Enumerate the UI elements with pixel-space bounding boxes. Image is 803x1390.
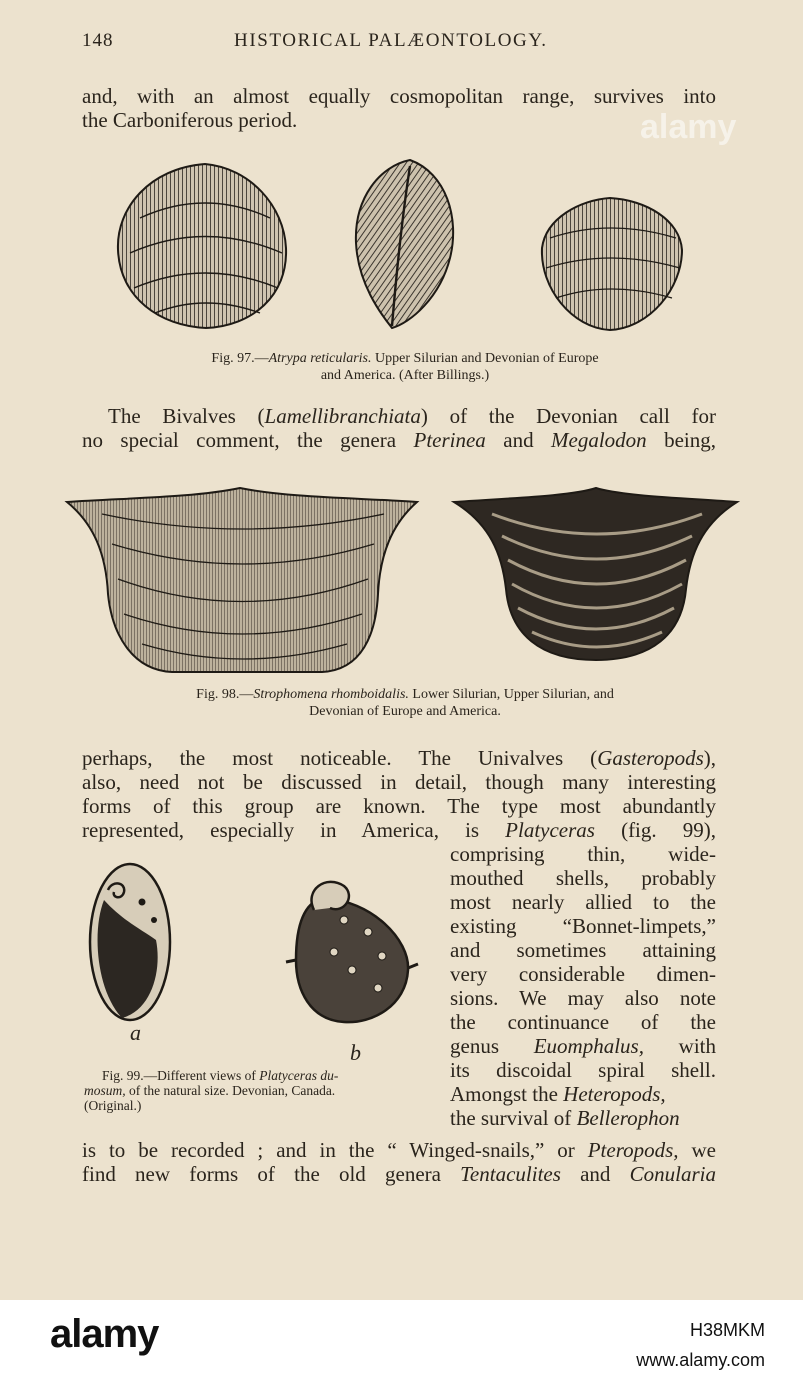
caption-text: (Original.) [84, 1098, 142, 1113]
figure-98-illustration [62, 484, 742, 679]
stock-footer [0, 1300, 803, 1390]
text-line: forms of this group are known. The type most abundantly [82, 794, 716, 818]
text-line: genus Euomphalus, with [450, 1034, 716, 1058]
figure-99-illustration [82, 860, 432, 1032]
page-number: 148 [82, 30, 114, 51]
species-name: mosum, [84, 1083, 126, 1098]
text-line: find new forms of the old genera Tentaculites and Conularia [82, 1162, 716, 1186]
figure-99-label-a: a [130, 1020, 141, 1045]
text-line: the continuance of the [450, 1010, 716, 1034]
text-line: existing “Bonnet-limpets,” [450, 914, 716, 938]
figure-99-label-b: b [350, 1040, 361, 1065]
figure-label: Fig. 98.— [196, 687, 254, 702]
text-line: mouthed shells, probably [450, 866, 716, 890]
text-line: most nearly allied to the [450, 890, 716, 914]
caption-text: Upper Silurian and Devonian of Europe [371, 351, 599, 366]
figure-99-caption: Fig. 99.—Different views of Platyceras du- mosum, of the natural size. Devonian, Canada. (Original.) [84, 1068, 339, 1113]
shell-97-left [118, 164, 286, 328]
paragraph-intro [82, 84, 716, 132]
text-line: also, need not be discussed in detail, though many interesting [82, 770, 716, 794]
text-line: the Carboniferous period. [82, 108, 298, 132]
figure-label: Fig. 97.— [211, 351, 269, 366]
text-line: and, with an almost equally cosmopolitan range, survives into [82, 84, 716, 108]
paragraph-bivalves [82, 404, 716, 452]
figure-97-illustration [110, 158, 700, 338]
paragraph-pteropods [82, 1138, 716, 1186]
text-line: is to be recorded ; and in the “ Winged-snails,” or Pteropods, we [82, 1138, 716, 1162]
caption-text: and America. (After Billings.) [320, 368, 490, 383]
shell-97-middle [356, 160, 453, 328]
text-line: and sometimes attaining [450, 938, 716, 962]
text-line: its discoidal spiral shell. [450, 1058, 716, 1082]
shell-98-left [67, 488, 417, 672]
shell-99a [90, 864, 170, 1020]
brand-logo: alamy [50, 1312, 159, 1356]
text-line: sions. We may also note [450, 986, 716, 1010]
paragraph-univalves [82, 746, 716, 842]
paragraph-side-column [450, 842, 716, 1130]
shell-97-right [542, 198, 682, 330]
text-line: the survival of Bellerophon [450, 1106, 680, 1130]
text-line: comprising thin, wide- [450, 842, 716, 866]
caption-text: Lower Silurian, Upper Silurian, and [408, 687, 614, 702]
figure-98-caption [105, 686, 705, 720]
text-line: The Bivalves (Lamellibranchiata) of the Devonian call for [108, 404, 716, 428]
text-line: perhaps, the most noticeable. The Univalves (Gasteropods), [82, 746, 716, 770]
species-name: Strophomena rhomboidalis. [253, 687, 409, 702]
site-url: www.alamy.com [636, 1350, 765, 1370]
caption-text: Devonian of Europe and America. [309, 704, 501, 719]
shell-98-right [454, 488, 737, 660]
caption-text: of the natural size. Devonian, Canada. [125, 1083, 336, 1098]
figure-97-caption [120, 350, 690, 384]
page-header [82, 30, 722, 60]
text-line: represented, especially in America, is Platyceras (fig. 99), [82, 818, 716, 842]
species-name: Platyceras du- [259, 1068, 339, 1083]
shell-99b [286, 882, 418, 1022]
image-code: H38MKM [689, 1320, 765, 1340]
text-line: Amongst the Heteropods, [450, 1082, 666, 1106]
running-title: HISTORICAL PALÆONTOLOGY. [234, 30, 548, 51]
species-name: Atrypa reticularis. [268, 351, 372, 366]
watermark: alamy [640, 108, 737, 146]
text-line: very considerable dimen- [450, 962, 716, 986]
text-line: no special comment, the genera Pterinea and Megalodon being, [82, 428, 717, 452]
